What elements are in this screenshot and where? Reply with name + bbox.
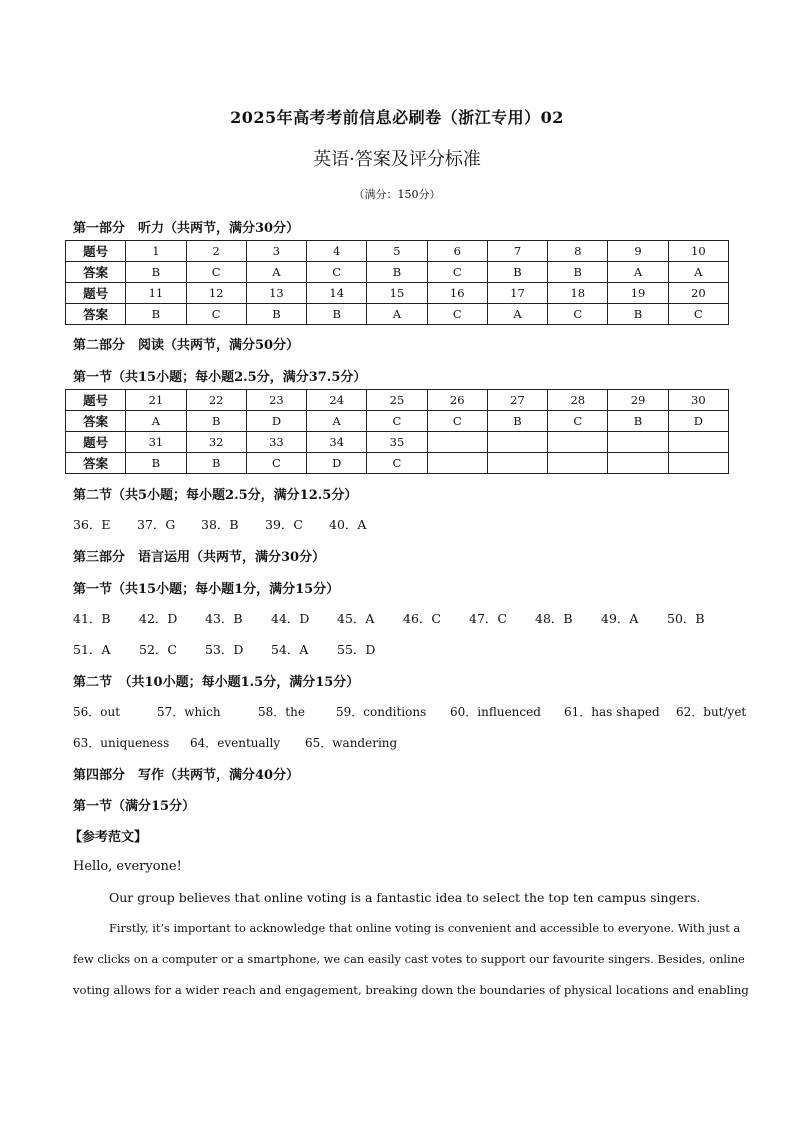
table-cell: 15 [367,283,427,304]
part1-answer-table [65,240,729,325]
table-cell [487,453,547,474]
answer-item: 62．but/yet [676,705,747,719]
table-cell: 32 [186,432,246,453]
table-cell: 18 [548,283,608,304]
answer-item: 45．A [337,611,375,626]
answer-item: 47．C [469,611,507,626]
table-cell [548,453,608,474]
row-label: 答案 [66,262,126,283]
answer-item: 37．G [137,517,176,532]
row-label: 答案 [66,453,126,474]
table-cell [487,432,547,453]
answer-item: 63．uniqueness [73,736,170,750]
table-cell: 17 [487,283,547,304]
answer-item: 42．D [139,611,178,626]
answer-item: 56．out [73,705,121,719]
answer-item: 39．C [265,517,303,532]
table-cell: B [126,304,186,325]
table-cell: 14 [307,283,367,304]
part3-section2-answers-line2 [73,734,415,751]
table-cell: 13 [246,283,306,304]
table-cell: C [427,262,487,283]
answer-item: 65．wandering [305,736,398,750]
part3-section1-answers-line1 [73,609,717,627]
table-cell: B [126,262,186,283]
part2-answer-table [65,389,729,474]
table-cell: C [367,411,427,432]
row-label: 题号 [66,241,126,262]
table-cell: A [668,262,728,283]
answer-item: 59．conditions [336,705,427,719]
table-cell: A [608,262,668,283]
essay-greeting: Hello, everyone! [73,859,182,874]
table-cell: 12 [186,283,246,304]
sample-essay-label: 【参考范文】 [69,830,148,845]
table-cell: A [487,304,547,325]
part2-section1-heading: 第一节（共15小题；每小题2.5分，满分37.5分） [73,370,367,385]
answer-item: 46．C [403,611,441,626]
table-cell: 27 [487,390,547,411]
table-cell [427,432,487,453]
answer-item: 57．which [157,705,221,719]
table-cell: 30 [668,390,728,411]
table-row [66,390,729,411]
table-cell: 10 [668,241,728,262]
table-cell: B [548,262,608,283]
table-cell: 16 [427,283,487,304]
essay-paragraph-2-line-2: few clicks on a computer or a smartphone, we can easily cast votes to support our favourite singers. Besides, online [73,952,745,966]
part3-section1-heading: 第一节（共15小题；每小题1分，满分15分） [73,582,340,597]
table-cell: 31 [126,432,186,453]
table-cell: 6 [427,241,487,262]
answer-item: 58．the [258,705,305,719]
answer-item: 51．A [73,642,111,657]
part1-heading: 第一部分 听力（共两节，满分30分） [73,221,300,236]
answer-item: 43．B [205,611,243,626]
table-cell: 11 [126,283,186,304]
table-cell [668,432,728,453]
table-cell: C [307,262,367,283]
table-cell: B [608,304,668,325]
table-cell: 20 [668,283,728,304]
answer-item: 60．influenced [450,705,541,719]
part2-heading: 第二部分 阅读（共两节，满分50分） [73,338,300,353]
table-cell [668,453,728,474]
table-cell: 4 [307,241,367,262]
table-cell: 34 [307,432,367,453]
answer-item: 64．eventually [190,736,281,750]
table-cell: B [186,411,246,432]
table-cell: 2 [186,241,246,262]
answer-item: 48．B [535,611,573,626]
table-cell: 5 [367,241,427,262]
table-cell: 7 [487,241,547,262]
table-row [66,411,729,432]
table-cell: A [367,304,427,325]
table-cell: B [246,304,306,325]
table-cell: C [186,304,246,325]
part3-section2-answers-line1 [73,703,747,720]
table-cell: A [307,411,367,432]
row-label: 题号 [66,283,126,304]
table-cell: C [548,304,608,325]
table-cell: C [668,304,728,325]
table-cell [608,453,668,474]
table-cell: 35 [367,432,427,453]
table-cell: 21 [126,390,186,411]
table-row [66,241,729,262]
table-row [66,262,729,283]
table-cell: 23 [246,390,306,411]
table-cell: C [367,453,427,474]
table-cell [608,432,668,453]
table-cell: B [307,304,367,325]
table-cell: B [186,453,246,474]
table-cell: 28 [548,390,608,411]
table-row [66,432,729,453]
table-cell: 8 [548,241,608,262]
answer-item: 52．C [139,642,177,657]
table-cell: C [548,411,608,432]
part4-section1-heading: 第一节（满分15分） [73,799,196,814]
answer-item: 36．E [73,517,111,532]
table-cell: D [668,411,728,432]
answer-item: 61．has shaped [564,705,660,719]
part3-section1-answers-line2 [73,640,403,658]
table-cell: D [307,453,367,474]
table-cell: C [186,262,246,283]
table-cell: 33 [246,432,306,453]
essay-paragraph-2-line-3: voting allows for a wider reach and engagement, breaking down the boundaries of physical locations and enabling [73,983,749,997]
table-cell: B [367,262,427,283]
table-cell [548,432,608,453]
table-cell: 22 [186,390,246,411]
answer-item: 54．A [271,642,309,657]
part4-heading: 第四部分 写作（共两节，满分40分） [73,768,300,783]
part3-section2-heading: 第二节 （共10小题；每小题1.5分，满分15分） [73,675,360,690]
answer-item: 49．A [601,611,639,626]
table-cell: B [126,453,186,474]
table-cell [427,453,487,474]
table-cell: 29 [608,390,668,411]
answer-item: 53．D [205,642,244,657]
table-cell: C [427,304,487,325]
part2-section2-answers [73,515,393,533]
part3-heading: 第三部分 语言运用（共两节，满分30分） [73,550,326,565]
essay-paragraph-1: Our group believes that online voting is a fantastic idea to select the top ten campus singers. [109,890,701,905]
answer-item: 44．D [271,611,310,626]
answer-item: 41．B [73,611,111,626]
table-cell: 1 [126,241,186,262]
table-cell: B [608,411,668,432]
table-cell: 9 [608,241,668,262]
table-cell: 26 [427,390,487,411]
row-label: 答案 [66,411,126,432]
table-cell: B [487,262,547,283]
part2-section2-heading: 第二节（共5小题；每小题2.5分，满分12.5分） [73,488,358,503]
row-label: 答案 [66,304,126,325]
table-cell: C [427,411,487,432]
page-title: 2025年高考考前信息必刷卷（浙江专用）02 [230,108,564,127]
table-cell: A [126,411,186,432]
table-cell: D [246,411,306,432]
table-row [66,453,729,474]
table-row [66,304,729,325]
table-cell: 25 [367,390,427,411]
table-cell: A [246,262,306,283]
essay-paragraph-2-line-1: Firstly, it’s important to acknowledge that online voting is convenient and accessible to everyone. With just a [109,921,741,935]
table-cell: B [487,411,547,432]
answer-item: 40．A [329,517,367,532]
answer-item: 38．B [201,517,239,532]
row-label: 题号 [66,432,126,453]
table-cell: 19 [608,283,668,304]
table-cell: C [246,453,306,474]
full-score-note: （满分：150分） [353,188,441,201]
answer-item: 55．D [337,642,376,657]
table-cell: 24 [307,390,367,411]
table-cell: 3 [246,241,306,262]
answer-item: 50．B [667,611,705,626]
row-label: 题号 [66,390,126,411]
page-subtitle: 英语·答案及评分标准 [313,149,481,170]
table-row [66,283,729,304]
